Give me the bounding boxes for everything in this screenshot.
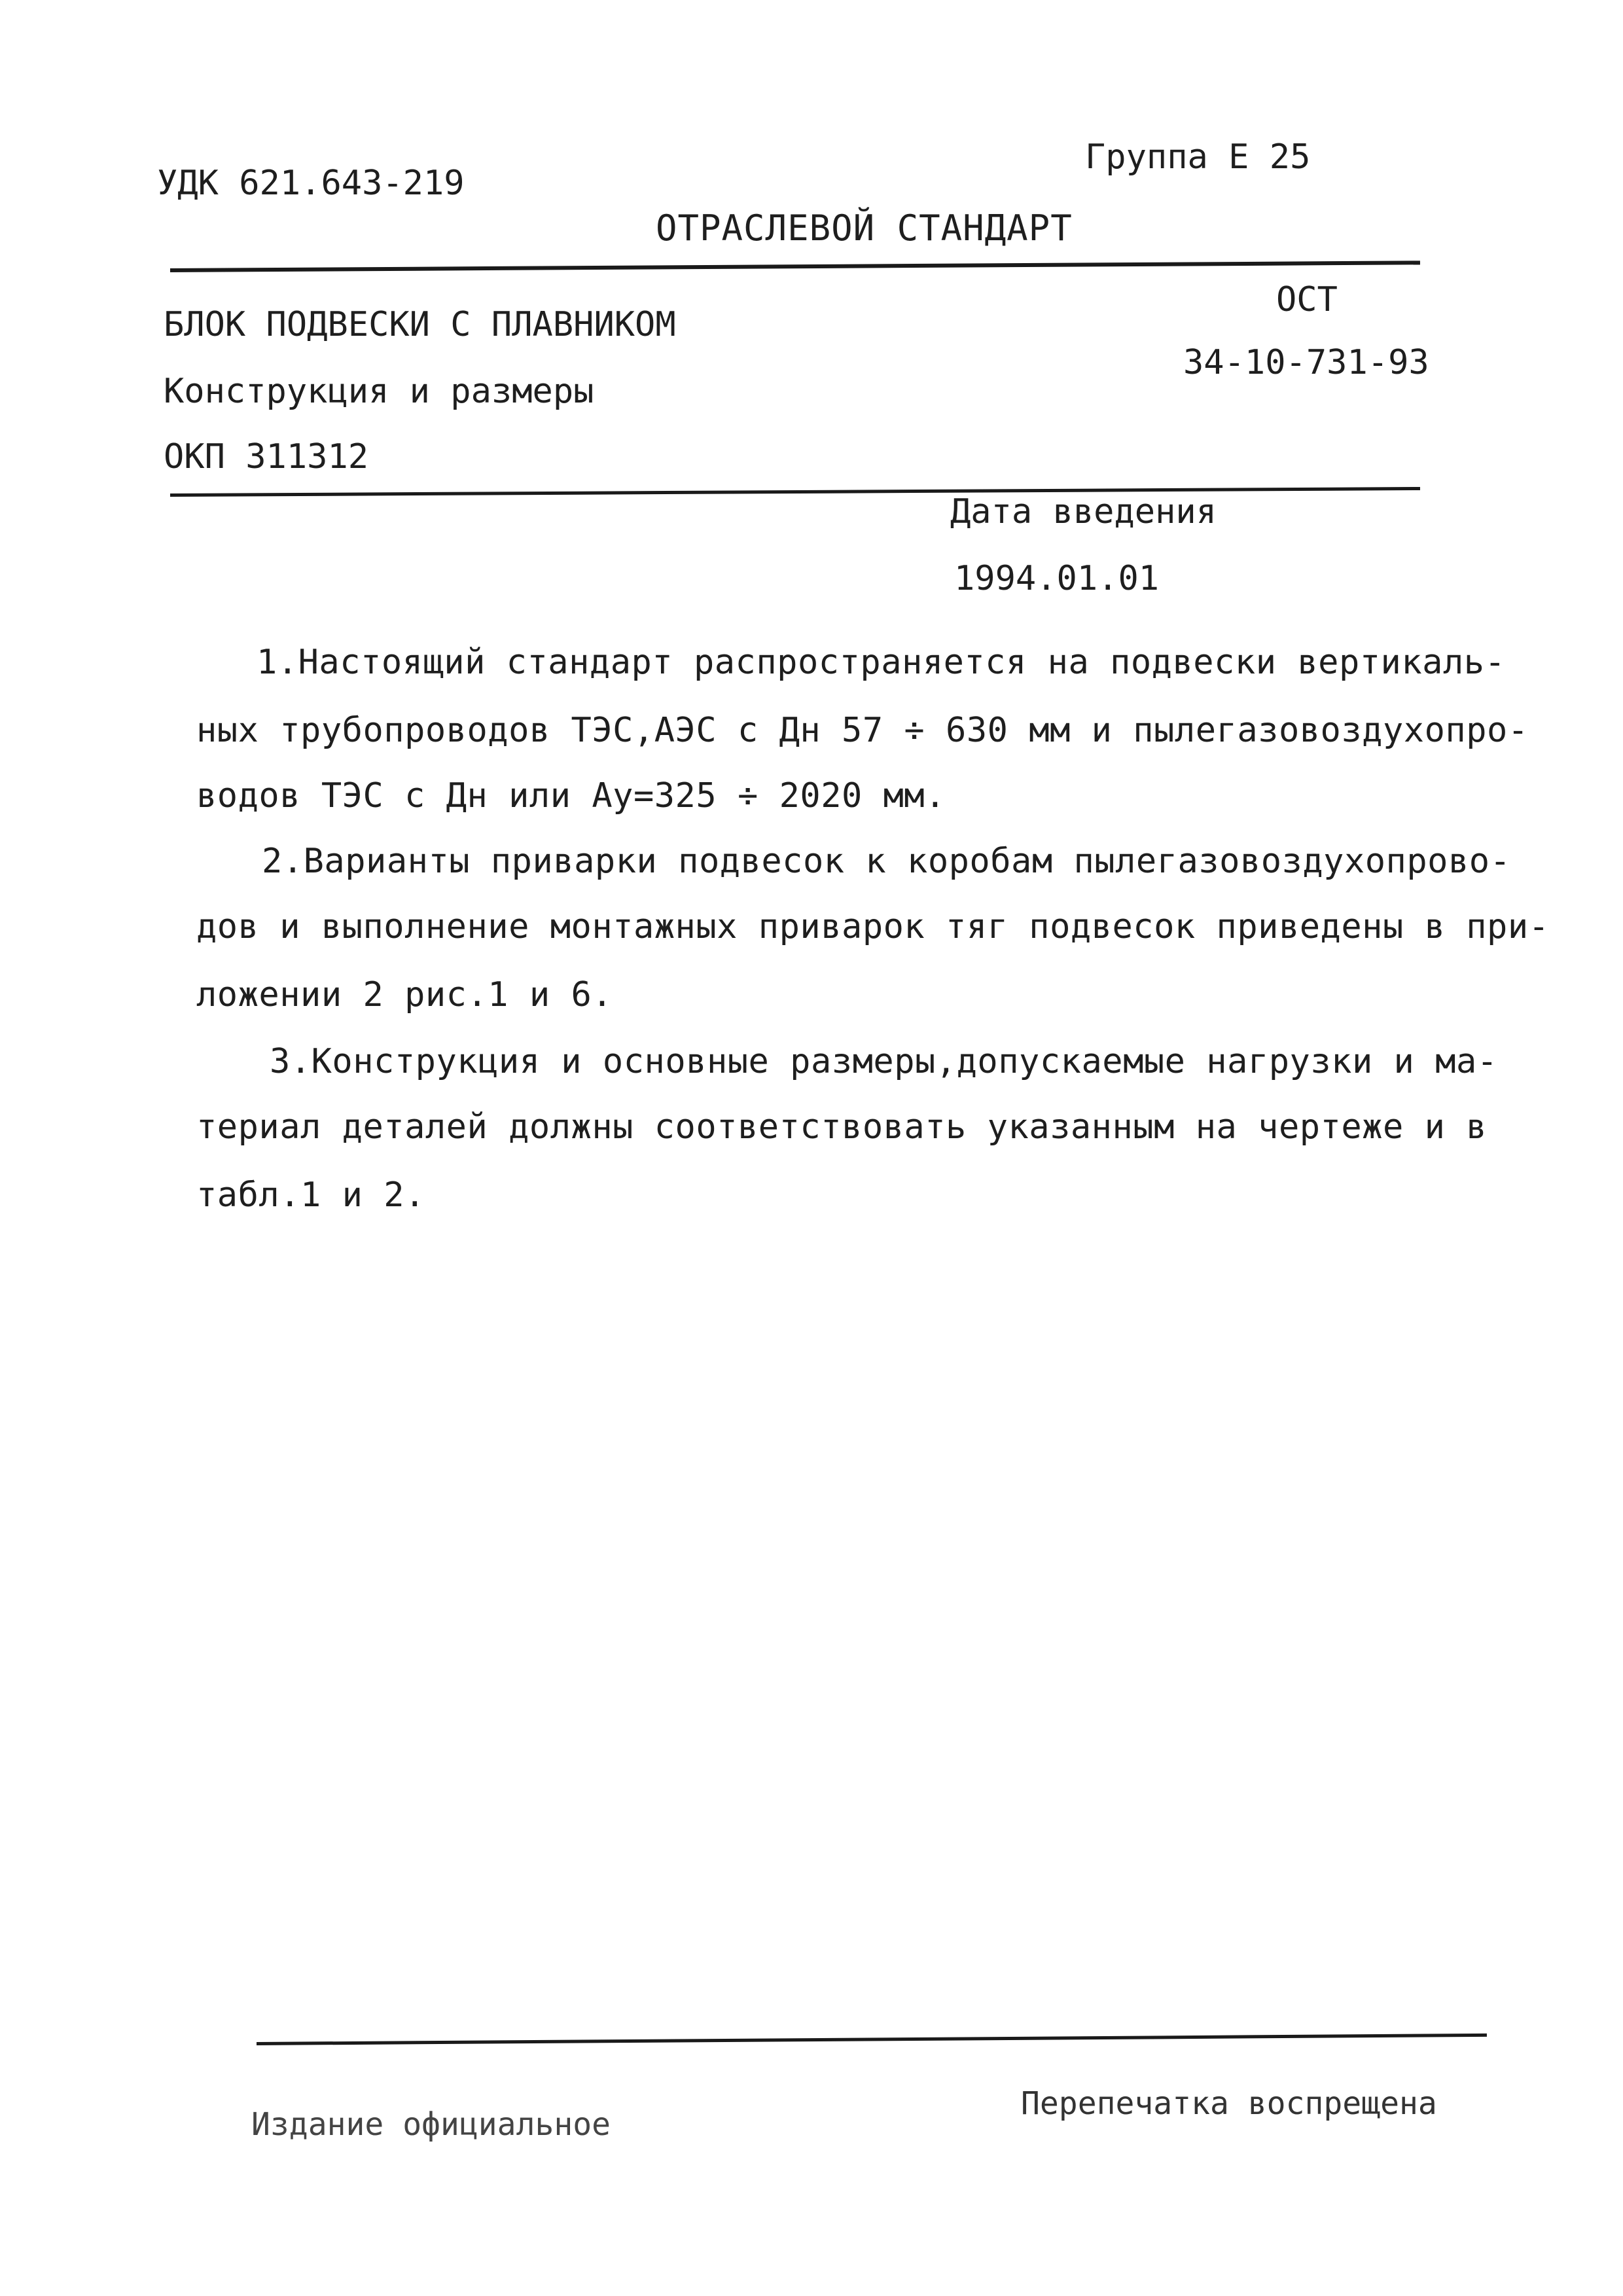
header-top-rule [170, 260, 1420, 272]
standard-title: ОТРАСЛЕВОЙ СТАНДАРТ [656, 207, 1073, 249]
paragraph-3-line-2: териал деталей должны соответствовать указанным на чертеже и в [196, 1107, 1488, 1147]
paragraph-2-line-2: дов и выполнение монтажных приварок тяг подвесок приведены в при- [196, 907, 1550, 946]
paragraph-3-line-1: 3.Конструкция и основные размеры,допускаемые нагрузки и ма- [270, 1042, 1498, 1081]
intro-date-value: 1994.01.01 [954, 559, 1160, 598]
paragraph-2-line-3: ложении 2 рис.1 и 6. [196, 975, 613, 1014]
footer-rule [257, 2034, 1487, 2045]
intro-date-label: Дата введения [950, 492, 1217, 531]
group-code: Группа Е 25 [1085, 137, 1311, 177]
product-subtitle: Конструкция и размеры [164, 372, 594, 411]
footer-reprint-prohibited: Перепечатка воспрещена [1021, 2085, 1437, 2122]
paragraph-2-line-1: 2.Варианты приварки подвесок к коробам пылегазовоздухопрово- [262, 842, 1511, 881]
ost-label: ОСТ [1276, 280, 1338, 319]
okp-code: ОКП 311312 [164, 437, 369, 476]
udk-code: УДК 621.643-219 [157, 164, 465, 203]
product-name: БЛОК ПОДВЕСКИ С ПЛАВНИКОМ [164, 305, 676, 344]
ost-number: 34-10-731-93 [1183, 343, 1429, 382]
paragraph-1-line-3: водов ТЭС с Дн или Ау=325 ÷ 2020 мм. [196, 776, 946, 816]
header-bottom-rule [170, 487, 1420, 497]
paragraph-3-line-3: табл.1 и 2. [196, 1175, 425, 1215]
paragraph-1-line-2: ных трубопроводов ТЭС,АЭС с Дн 57 ÷ 630 мм и пылегазовоздухопро- [196, 711, 1529, 750]
footer-official-edition: Издание официальное [251, 2106, 611, 2143]
paragraph-1-line-1: 1.Настоящий стандарт распространяется на подвески вертикаль- [257, 643, 1506, 682]
